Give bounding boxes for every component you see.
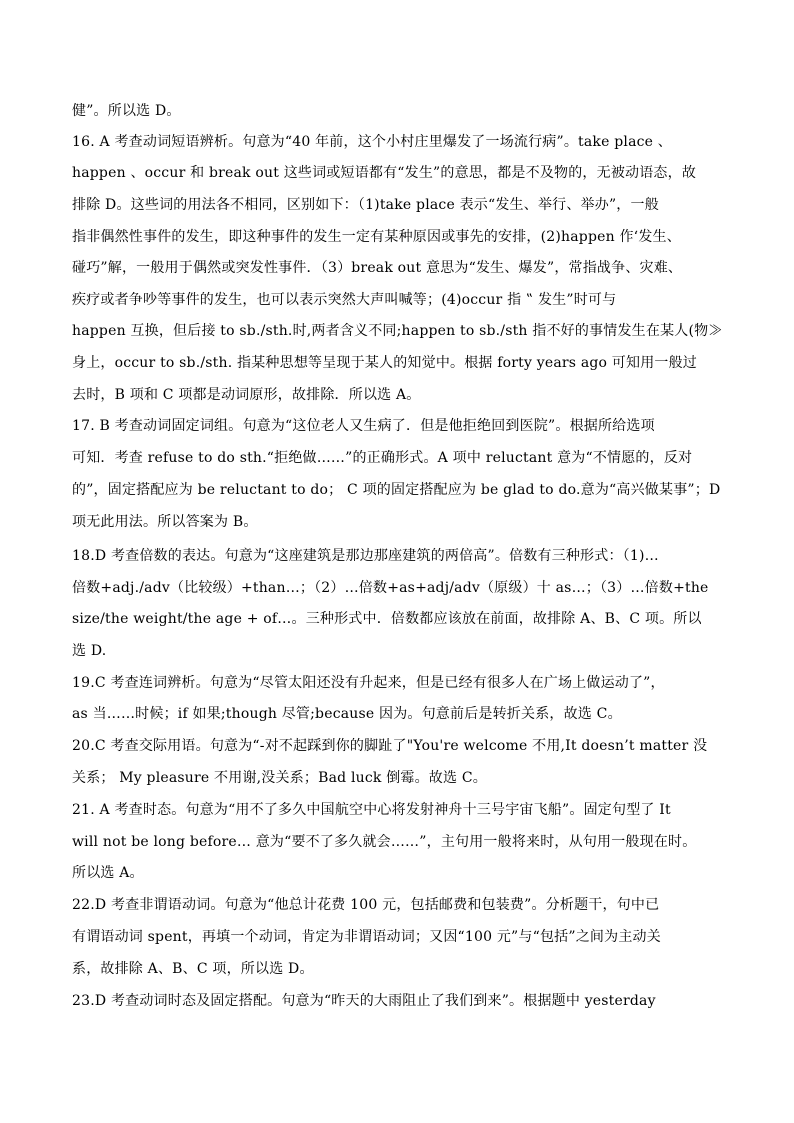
text-line: size/the weight/the age + of…。三种形式中．倍数都应该放在前面，故排除 A、B、C 项。所以 bbox=[72, 611, 702, 627]
text-line: happen 、occur 和 break out 这些词或短语都有“发生”的意思，都是不及物的，无被动语态，故 bbox=[72, 165, 697, 181]
text-line: 关系； My pleasure 不用谢,没关系；Bad luck 倒霉。故选 C。 bbox=[72, 770, 487, 786]
text-line: 17. B 考查动词固定词组。句意为“这位老人又生病了．但是他拒绝回到医院”。根据所给选项 bbox=[72, 418, 655, 434]
text-line: as 当……时候；if 如果;though 尽管;because 因为。句意前后是转折关系，故选 C。 bbox=[72, 706, 622, 722]
text-line: will not be long before… 意为“要不了多久就会……”，主句用一般将来时，从句用一般现在时。 bbox=[72, 834, 697, 850]
text-line: 21. A 考查时态。句意为“用不了多久中国航空中心将发射神舟十三号宇宙飞船”。固定句型了 It bbox=[72, 802, 671, 818]
text-line: 20.C 考查交际用语。句意为“-对不起踩到你的脚趾了"You're welcome 不用,It doesn’t matter 没 bbox=[72, 738, 708, 754]
text-line: 的”，固定搭配应为 be reluctant to do； C 项的固定搭配应为 be glad to do.意为“高兴做某事”；D bbox=[72, 482, 721, 498]
text-line: 16. A 考查动词短语辨析。句意为“40 年前，这个小村庄里爆发了一场流行病”。take place 、 bbox=[72, 134, 673, 150]
text-line: 18.D 考查倍数的表达。句意为“这座建筑是那边那座建筑的两倍高”。倍数有三种形式：（1)… bbox=[72, 548, 659, 564]
text-line: 项无此用法。所以答案为 B。 bbox=[72, 514, 258, 530]
text-line: 可知．考查 refuse to do sth.“拒绝做……”的正确形式。A 项中 reluctant 意为“不情愿的，反对 bbox=[72, 450, 693, 466]
text-line: 19.C 考查连词辨析。句意为“尽管太阳还没有升起来，但是已经有很多人在广场上做运动了”， bbox=[72, 675, 665, 691]
text-line: 排除 D。这些词的用法各不相同，区别如下：（1)take place 表示“发生、举行、举办”，一般 bbox=[72, 197, 659, 213]
text-line: 系，故排除 A、B、C 项，所以选 D。 bbox=[72, 961, 314, 977]
text-line: 22.D 考查非谓语动词。句意为“他总计花费 100 元，包括邮费和包装费”。分析题干，句中已 bbox=[72, 897, 660, 913]
text-line: 选 D. bbox=[72, 643, 107, 659]
text-line: 指非偶然性事件的发生，即这种事件的发生一定有某种原因或事先的安排，(2)happen 作‘发生、 bbox=[72, 229, 681, 245]
text-line: 疾疗或者争吵等事件的发生，也可以表示突然大声叫喊等；(4)occur 指 ‟ 发生”时可与 bbox=[72, 292, 617, 308]
text-line: 23.D 考查动词时态及固定搭配。句意为“昨天的大雨阻止了我们到来”。根据题中 yesterday bbox=[72, 993, 656, 1009]
text-line: 所以选 A。 bbox=[72, 865, 144, 881]
text-line: 倍数+adj./adv（比较级）+than…；（2）…倍数+as+adj/adv（原级）十 as…；（3）…倍数+the bbox=[72, 580, 709, 596]
text-line: 有谓语动词 spent，再填一个动词，肯定为非谓语动词；又因“100 元”与“包括”之间为主动关 bbox=[72, 929, 661, 945]
text-line: 碰巧”解，一般用于偶然或突发性事件．（3）break out 意思为“发生、爆发”，常指战争、灾难、 bbox=[72, 260, 683, 276]
text-line: 身上，occur to sb./sth. 指某种思想等呈现于某人的知觉中。根据 forty years ago 可知用一般过 bbox=[72, 355, 698, 371]
text-line: 去时，B 项和 C 项都是动词原形，故排除．所以选 A。 bbox=[72, 387, 421, 403]
text-line: 健”。所以选 D。 bbox=[72, 103, 181, 119]
text-line: happen 互换，但后接 to sb./sth.时,两者含义不同;happen to sb./sth 指不好的事情发生在某人(物≫ bbox=[72, 323, 723, 339]
